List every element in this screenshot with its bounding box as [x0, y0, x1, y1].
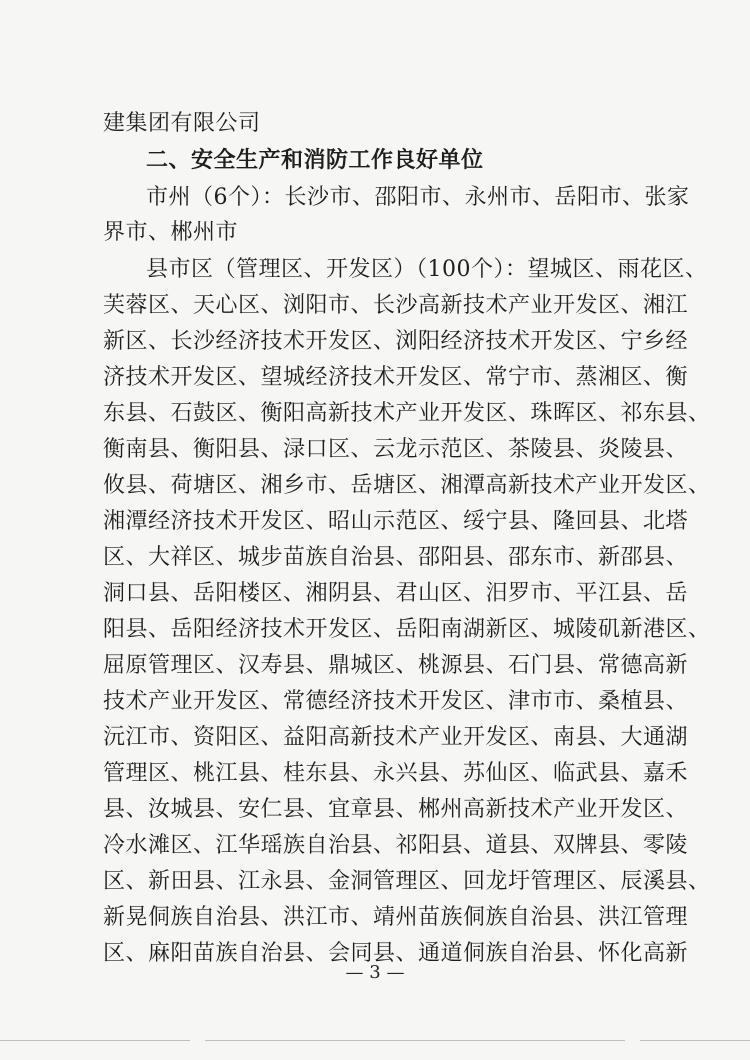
- text-line-20: 县、汝城县、安仁县、宜章县、郴州高新技术产业开发区、: [103, 797, 689, 822]
- text-line-5: 县市区（管理区、开发区）（100个）：望城区、雨花区、: [146, 257, 708, 282]
- text-line-7: 新区、长沙经济技术开发区、浏阳经济技术开发区、宁乡经: [103, 329, 689, 354]
- text-line-15: 阳县、岳阳经济技术开发区、岳阳南湖新区、城陵矶新港区、: [103, 617, 711, 642]
- footer-rule-left: [0, 1040, 190, 1041]
- footer-rule-center: [205, 1040, 625, 1041]
- text-line-24: 区、麻阳苗族自治县、会同县、通道侗族自治县、怀化高新: [103, 941, 689, 966]
- footer-rule-right: [640, 1040, 750, 1041]
- page-number: — 3 —: [345, 962, 405, 983]
- text-line-10: 衡南县、衡阳县、渌口区、云龙示范区、茶陵县、炎陵县、: [103, 437, 689, 462]
- text-line-17: 技术产业开发区、常德经济技术开发区、津市市、桑植县、: [103, 689, 689, 714]
- text-line-8: 济技术开发区、望城经济技术开发区、常宁市、蒸湘区、衡: [103, 365, 689, 390]
- text-line-3: 市州（6个）：长沙市、邵阳市、永州市、岳阳市、张家: [146, 185, 690, 210]
- text-line-4: 界市、郴州市: [103, 220, 239, 245]
- text-line-9: 东县、石鼓区、衡阳高新技术产业开发区、珠晖区、祁东县、: [103, 401, 711, 426]
- text-line-11: 攸县、荷塘区、湘乡市、岳塘区、湘潭高新技术产业开发区、: [103, 473, 711, 498]
- text-line-23: 新晃侗族自治县、洪江市、靖州苗族侗族自治县、洪江管理: [103, 905, 689, 930]
- text-line-19: 管理区、桃江县、桂东县、永兴县、苏仙区、临武县、嘉禾: [103, 761, 689, 786]
- text-line-16: 屈原管理区、汉寿县、鼎城区、桃源县、石门县、常德高新: [103, 653, 689, 678]
- text-line-13: 区、大祥区、城步苗族自治县、邵阳县、邵东市、新邵县、: [103, 545, 689, 570]
- text-line-1: 建集团有限公司: [103, 111, 261, 136]
- text-line-18: 沅江市、资阳区、益阳高新技术产业开发区、南县、大通湖: [103, 725, 689, 750]
- text-line-22: 区、新田县、江永县、金洞管理区、回龙圩管理区、辰溪县、: [103, 869, 711, 894]
- text-line-6: 芙蓉区、天心区、浏阳市、长沙高新技术产业开发区、湘江: [103, 293, 689, 318]
- text-line-12: 湘潭经济技术开发区、昭山示范区、绥宁县、隆回县、北塔: [103, 509, 689, 534]
- text-line-21: 冷水滩区、江华瑶族自治县、祁阳县、道县、双牌县、零陵: [103, 833, 689, 858]
- section-heading: 二、安全生产和消防工作良好单位: [146, 148, 484, 173]
- text-line-14: 洞口县、岳阳楼区、湘阴县、君山区、汨罗市、平江县、岳: [103, 581, 689, 606]
